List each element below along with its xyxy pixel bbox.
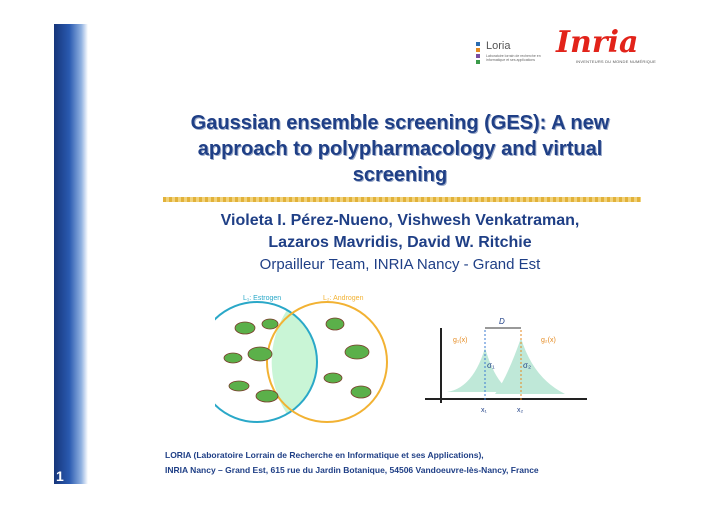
title-line-3: screening	[352, 164, 448, 186]
authors-line-2: Lazaros Mavridis, David W. Ritchie	[268, 234, 532, 251]
authors	[150, 210, 650, 254]
slide-title	[150, 110, 650, 188]
distance-label: D	[499, 317, 505, 326]
sidebar-gradient-bar	[54, 24, 88, 484]
x1-label: x₁	[481, 407, 487, 414]
authors-line-1: Violeta I. Pérez-Nueno, Vishwesh Venkatraman,	[220, 212, 580, 229]
page-number: 1	[56, 468, 64, 484]
loria-logo	[476, 40, 546, 74]
ges-figure	[215, 288, 595, 438]
title-divider	[163, 197, 641, 202]
footer	[165, 448, 539, 478]
loria-logo-subtitle: Laboratoire lorrain de recherche en informatique et ses applications	[486, 54, 541, 62]
footer-line-2: INRIA Nancy – Grand Est, 615 rue du Jardin Botanique, 54506 Vandoeuvre-lès-Nancy, France	[165, 465, 539, 475]
title-line-2: approach to polypharmacology and virtual	[197, 138, 603, 160]
title-line-1: Gaussian ensemble screening (GES): A new	[190, 112, 610, 134]
estrogen-molecules	[224, 319, 278, 402]
gaussian-panel	[425, 317, 587, 414]
sigma1-label: σ₁	[487, 361, 495, 370]
androgen-molecules	[324, 318, 371, 398]
affiliation: Orpailleur Team, INRIA Nancy - Grand Est	[259, 256, 541, 273]
g2-label: g₂(x)	[541, 337, 556, 344]
footer-line-1: LORIA (Laboratoire Lorrain de Recherche en Informatique et ses Applications),	[165, 450, 484, 460]
inria-logo	[556, 25, 666, 68]
x2-label: x₂	[517, 407, 524, 414]
sigma2-label: σ₂	[523, 361, 532, 370]
loria-logo-name: Loria	[486, 40, 511, 52]
g1-label: g₁(x)	[453, 337, 468, 344]
right-set-label: L₂: Androgen	[323, 295, 364, 302]
inria-logo-subtitle: INVENTEURS DU MONDE NUMÉRIQUE	[576, 59, 657, 64]
loria-logo-mark-icon	[476, 42, 482, 66]
left-set-label: L₁: Estrogen	[243, 295, 282, 302]
inria-logo-name: Inria	[556, 25, 639, 60]
